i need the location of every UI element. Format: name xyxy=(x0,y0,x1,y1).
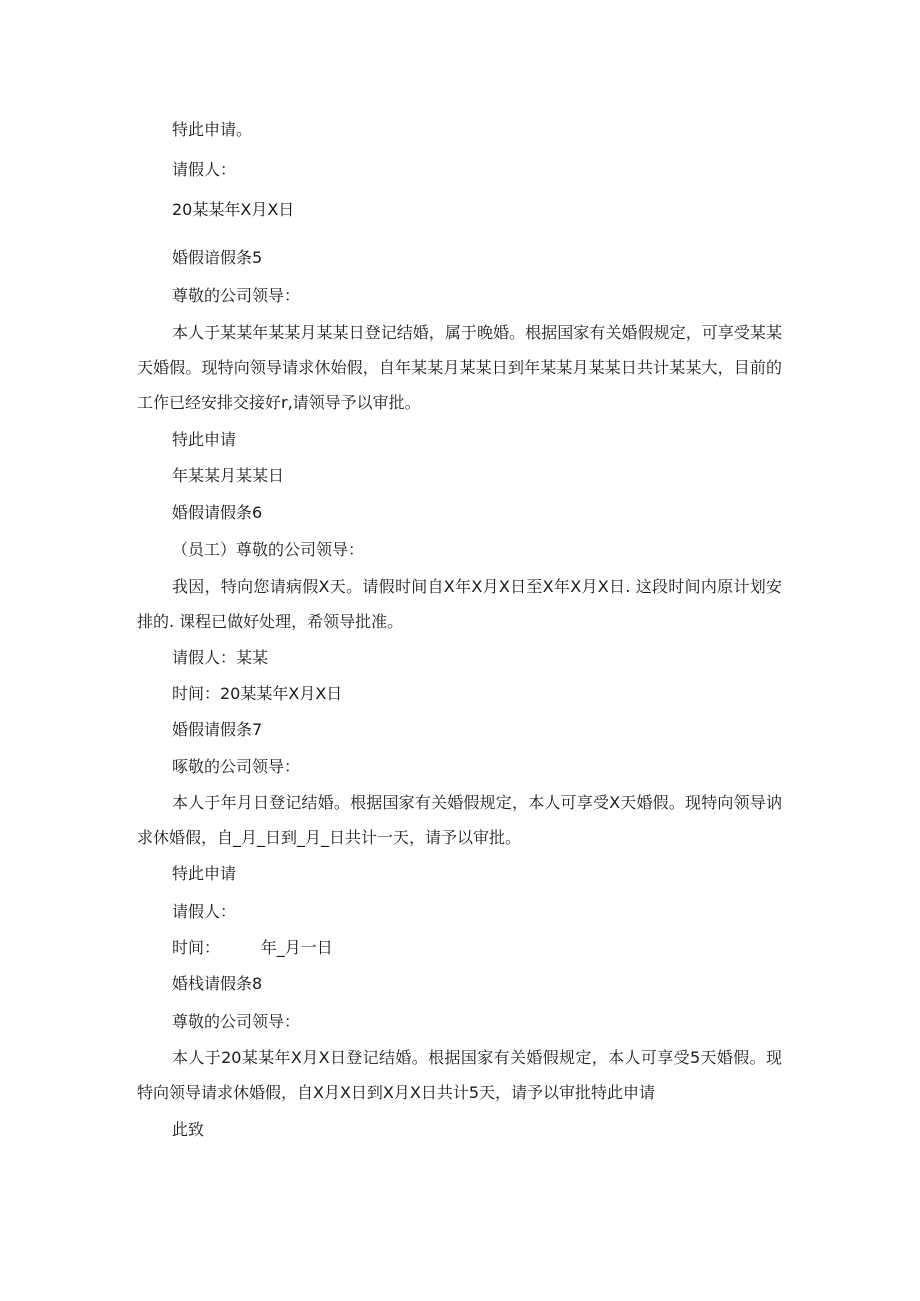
body-paragraph-7: 本人于年月日登记结婚。根据国家有关婚假规定，本人可享受X天婚假。现特向领导讷求休婚假，自_月_日到_月_日共计一天，请予以审批。 xyxy=(137,793,782,847)
date-line: 时间：20某某年X月X日 xyxy=(172,684,343,703)
body-paragraph-6: 我因，特向您请病假X天。请假时间自X年X月X日至X年X月X日. 这段时间内原计划安排的. 课程已做好处理，希领导批准。 xyxy=(137,577,782,631)
closing-line: 特此申请 xyxy=(172,430,237,449)
section-title-5: 婚假谙假条5 xyxy=(172,248,263,267)
section-title-6: 婚假请假条6 xyxy=(172,503,263,522)
applicant-line: 请假人： xyxy=(172,160,237,179)
section-title-7: 婚假请假条7 xyxy=(172,720,263,739)
closing-line: 特此申请 xyxy=(172,864,237,883)
salutation-line: 尊敬的公司领导： xyxy=(172,286,301,305)
date-line: 时间： 年_月一日 xyxy=(172,938,333,957)
date-line: 年某某月某某日 xyxy=(172,466,285,485)
salutation-line: （员工）尊敬的公司领导： xyxy=(172,540,365,559)
closing-line: 此致 xyxy=(172,1120,205,1139)
salutation-line: 尊敬的公司领导： xyxy=(172,1012,301,1031)
date-line: 20某某年X月X日 xyxy=(172,200,295,219)
applicant-line: 请假人：某某 xyxy=(172,648,269,667)
closing-line: 特此申请。 xyxy=(172,120,253,139)
salutation-line: 啄敬的公司领导： xyxy=(172,757,301,776)
applicant-line: 请假人： xyxy=(172,902,237,921)
section-title-8: 婚栈请假条8 xyxy=(172,974,263,993)
body-paragraph-5: 本人于某某年某某月某某日登记结婚，属于晚婚。根据国家有关婚假规定，可享受某某天婚假。现特向领导请求休始假，自年某某月某某日到年某某月某某日共计某某大，目前的工作已经安排交接好r,请领导予以审批。 xyxy=(137,323,782,412)
body-paragraph-8: 本人于20某某年X月X日登记结婚。根据国家有关婚假规定，本人可享受5天婚假。现特向领导请求休婚假，自X月X日到X月X日共计5天，请予以审批特此申请 xyxy=(137,1048,782,1102)
